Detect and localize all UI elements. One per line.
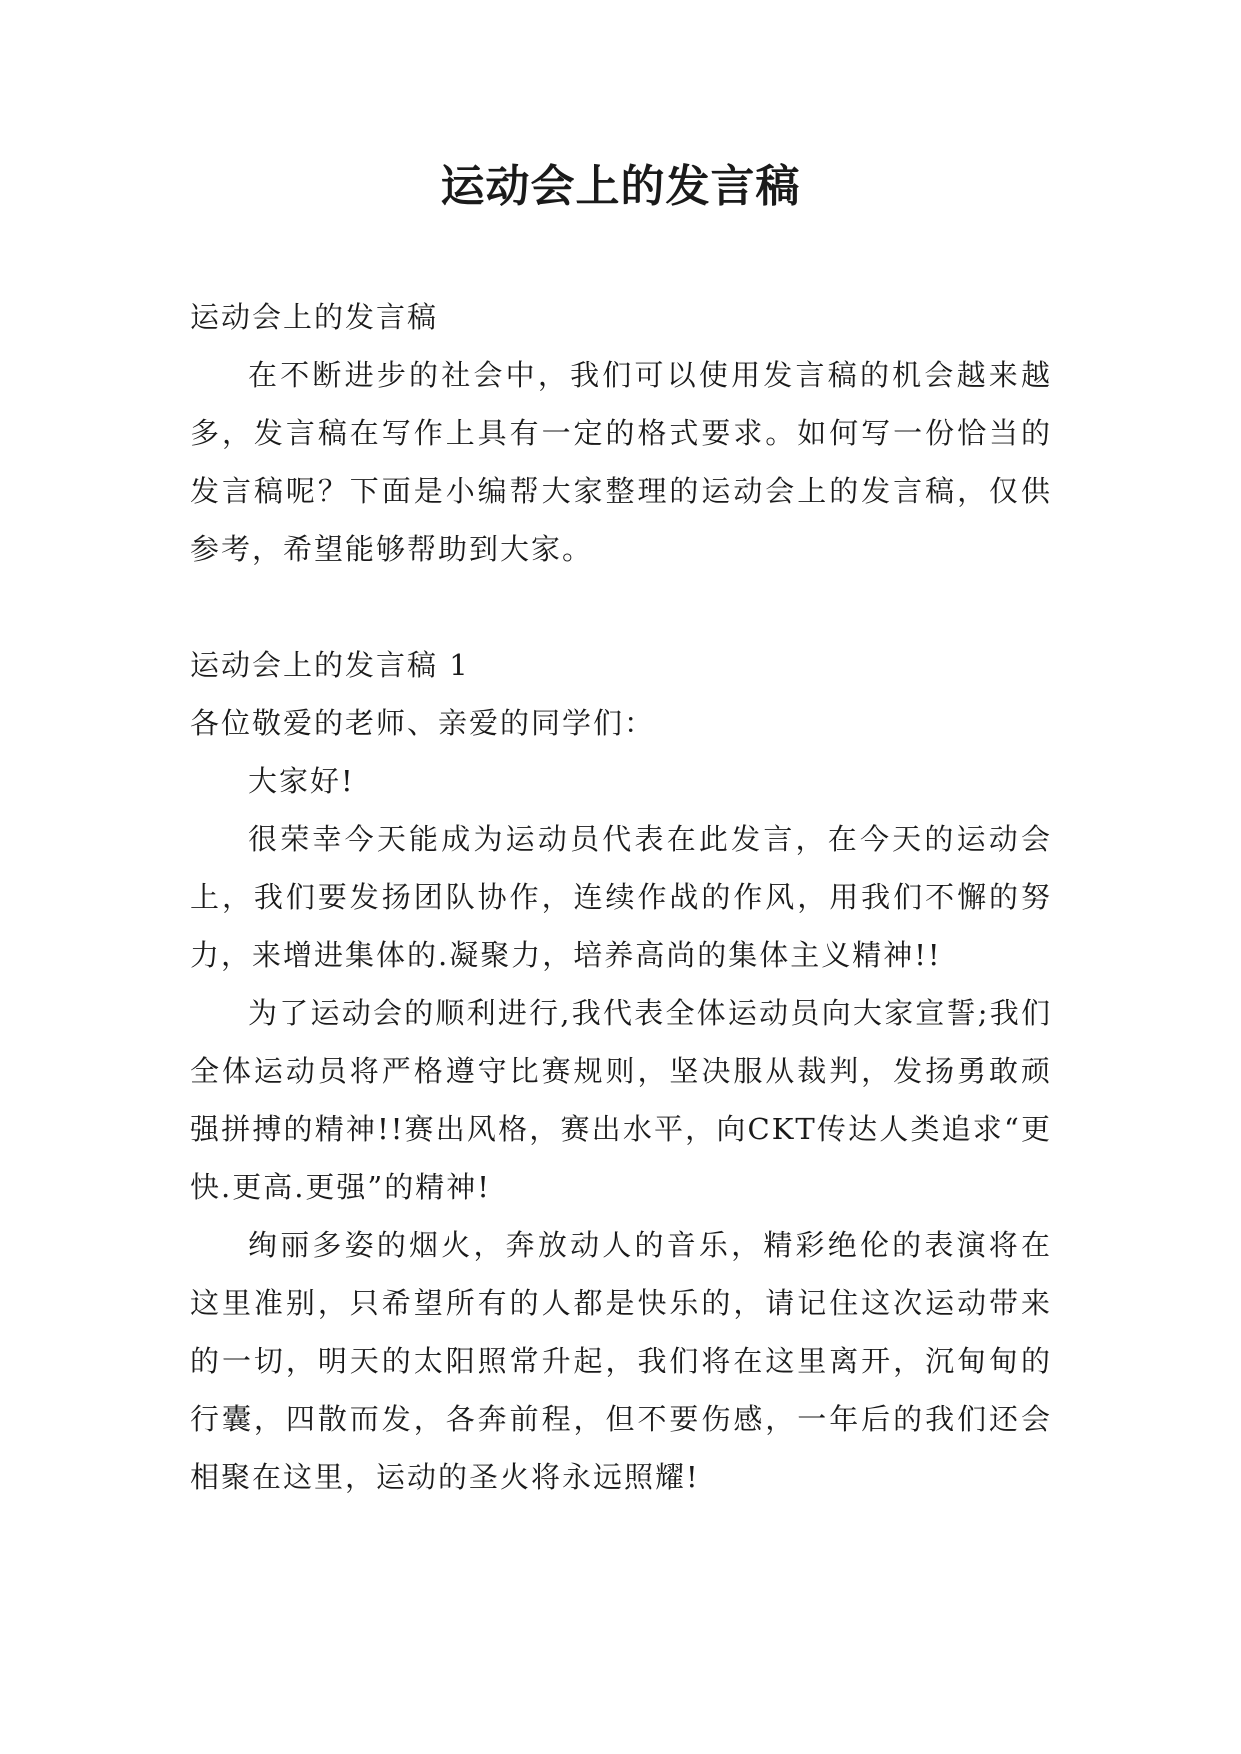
greeting: 大家好! <box>248 764 355 798</box>
intro-paragraph: 在不断进步的社会中，我们可以使用发言稿的机会越来越多，发言稿在写作上具有一定的格式要求。如何写一份恰当的发言稿呢？下面是小编帮大家整理的运动会上的发言稿，仅供参考，希望能够帮助到大家。 <box>190 358 1052 566</box>
document-title: 运动会上的发言稿 <box>440 161 801 212</box>
intro-heading: 运动会上的发言稿 <box>190 300 439 334</box>
document-body <box>190 288 1052 1506</box>
section-heading: 运动会上的发言稿 1 <box>190 648 470 682</box>
body-paragraph: 为了运动会的顺利进行,我代表全体运动员向大家宣誓;我们全体运动员将严格遵守比赛规则，坚决服从裁判，发扬勇敢顽强拼搏的精神!!赛出风格，赛出水平，向CKT传达人类追求“更快.更高.更强”的精神! <box>190 996 1052 1204</box>
body-paragraph: 绚丽多姿的烟火，奔放动人的音乐，精彩绝伦的表演将在这里准别，只希望所有的人都是快乐的，请记住这次运动带来的一切，明天的太阳照常升起，我们将在这里离开，沉甸甸的行囊，四散而发，各奔前程，但不要伤感，一年后的我们还会相聚在这里，运动的圣火将永远照耀! <box>190 1228 1052 1494</box>
paragraph-spacer <box>190 578 1052 636</box>
salutation: 各位敬爱的老师、亲爱的同学们： <box>190 706 656 740</box>
body-paragraph: 很荣幸今天能成为运动员代表在此发言，在今天的运动会上，我们要发扬团队协作，连续作战的作风，用我们不懈的努力，来增进集体的.凝聚力，培养高尚的集体主义精神!! <box>190 822 1052 972</box>
